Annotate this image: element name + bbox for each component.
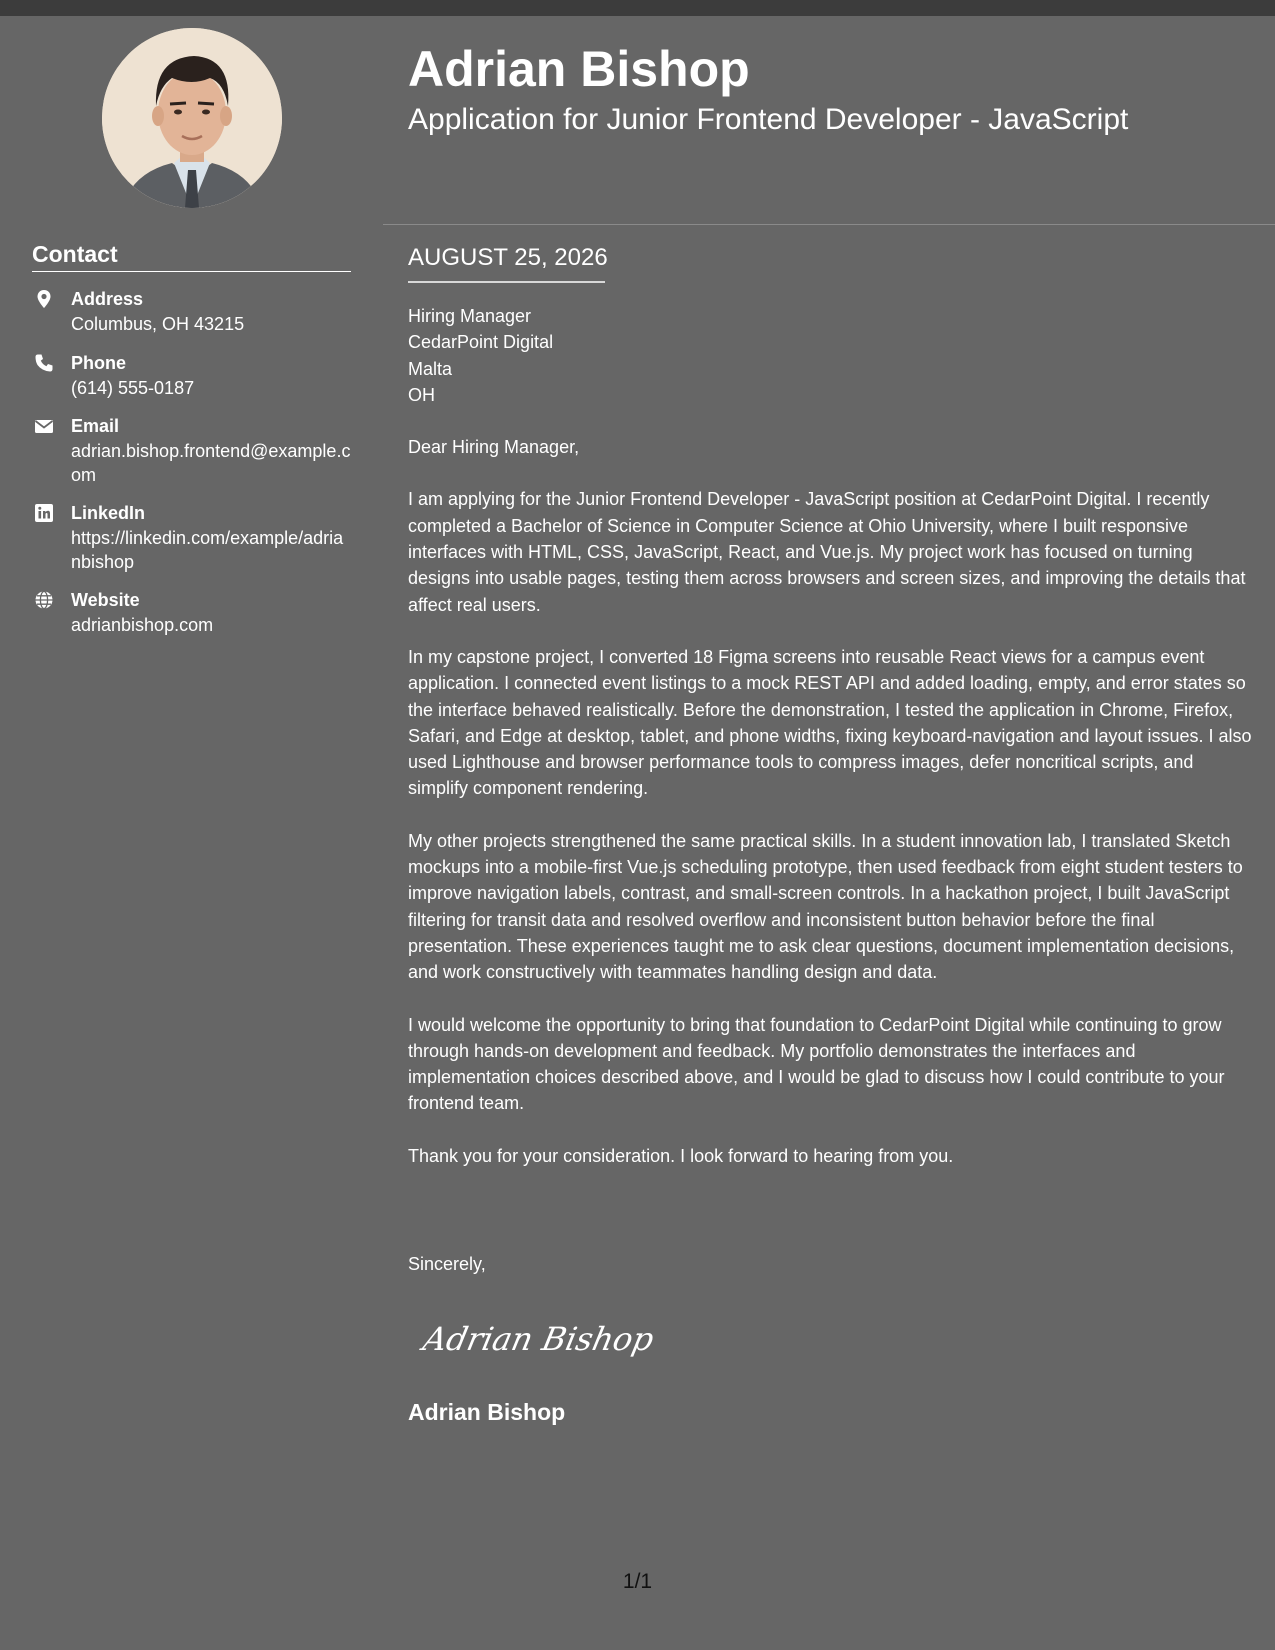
recipient-line: OH — [408, 384, 435, 405]
email-value[interactable]: adrian.bishop.frontend@example.com — [71, 441, 351, 485]
svg-text:Adrian Bishop: Adrian Bishop — [419, 1320, 658, 1358]
letter-paragraph: I would welcome the opportunity to bring that foundation to CedarPoint Digital while continuing to grow through hands-on development and feedback. My portfolio demonstrates the interfaces and implementation choices described above, and I would be glad to discuss how I could contribute to your frontend team. — [408, 1014, 1225, 1114]
website-value[interactable]: adrianbishop.com — [71, 615, 214, 635]
top-bar — [0, 0, 1275, 16]
handwritten-signature — [416, 1310, 676, 1370]
address-label: Address — [71, 289, 144, 309]
phone-icon — [34, 353, 54, 373]
envelope-icon — [34, 416, 54, 436]
contact-divider — [32, 271, 351, 272]
website-label: Website — [71, 590, 140, 610]
linkedin-label: LinkedIn — [71, 503, 146, 523]
contact-heading: Contact — [32, 241, 118, 267]
letter-date: AUGUST 25, 2026 — [408, 244, 608, 271]
recipient-line: Hiring Manager — [408, 306, 532, 326]
letter-body — [408, 303, 1254, 1195]
phone-label: Phone — [71, 353, 127, 373]
recipient-block — [408, 303, 1254, 408]
date-underline — [408, 281, 605, 283]
linkedin-icon — [34, 503, 54, 523]
page-number: 1/1 — [622, 1570, 653, 1593]
closing: Sincerely, — [408, 1254, 486, 1274]
letter-paragraph: My other projects strengthened the same practical skills. In a student innovation lab, I translated Sketch mockups into a mobile-first Vue.js scheduling prototype, then used feedback from eight student testers to improve navigation labels, contrast, and small-screen controls. In a hackathon project, I built JavaScript filtering for transit data and resolved overflow and inconsistent button behavior before the final presentation. These experiences taught me to ask clear questions, document implementation decisions, and work constructively with teammates handling design and data. — [408, 830, 1243, 983]
recipient-line: Malta — [408, 358, 453, 379]
salutation: Dear Hiring Manager, — [408, 437, 580, 458]
globe-icon — [34, 590, 54, 610]
letter-paragraph: I am applying for the Junior Frontend Developer - JavaScript position at CedarPoint Digital. I recently completed a Bachelor of Science in Computer Science at Ohio University, where I built responsive interfaces with HTML, CSS, JavaScript, React, and Vue.js. My project work has focused on turning designs into usable pages, testing them across browsers and screen sizes, and improving the details that affect real users. — [408, 489, 1246, 615]
signer-name: Adrian Bishop — [408, 1399, 566, 1425]
recipient-line: CedarPoint Digital — [408, 332, 554, 353]
application-subtitle: Application for Junior Frontend Developer - JavaScript — [408, 103, 1129, 136]
linkedin-value[interactable]: https://linkedin.com/example/adrianbishop — [71, 528, 344, 572]
applicant-name: Adrian Bishop — [408, 41, 750, 97]
header-divider — [383, 224, 1275, 225]
letter-paragraph: Thank you for your consideration. I look forward to hearing from you. — [408, 1145, 954, 1166]
profile-photo — [102, 28, 282, 208]
phone-value[interactable]: (614) 555-0187 — [71, 378, 195, 398]
map-pin-icon — [34, 289, 54, 309]
address-value: Columbus, OH 43215 — [71, 314, 245, 334]
email-label: Email — [71, 416, 120, 436]
letter-paragraph: In my capstone project, I converted 18 Figma screens into reusable React views for a campus event application. I connected event listings to a mock REST API and added loading, empty, and error states so the interface behaved realistically. Before the demonstration, I tested the application in Chrome, Firefox, Safari, and Edge at desktop, tablet, and phone widths, fixing keyboard-navigation and layout issues. I also used Lighthouse and browser performance tools to compress images, defer noncritical scripts, and simplify component rendering. — [408, 646, 1252, 799]
